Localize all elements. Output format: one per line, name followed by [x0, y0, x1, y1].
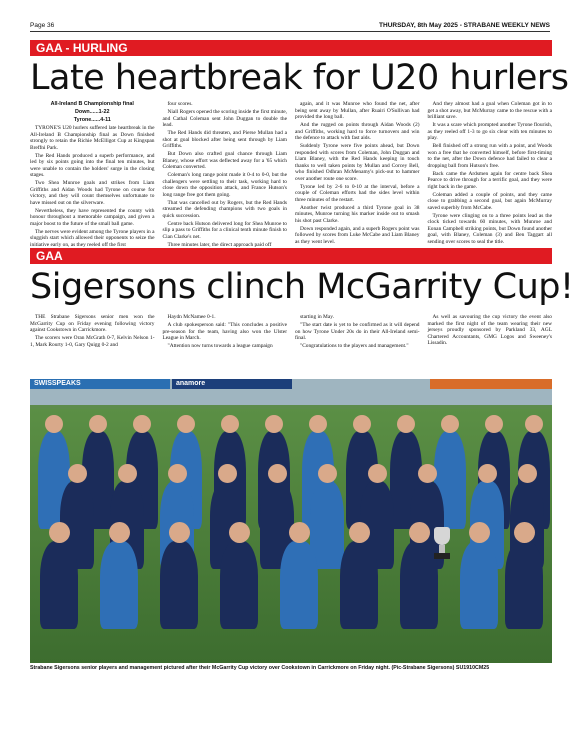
paragraph: And they almost had a goal when Coleman got in to get a shot away, but McMurray came to the rescue with a brilliant save.	[427, 101, 552, 120]
team-photo	[30, 379, 552, 663]
paragraph: TYRONE'S U20 hurlers suffered late heartbreak in the All-Ireland B Championship final as Down finished strongly to retain the Richie McElligot Cup at Kingspan Breffni Park.	[30, 125, 155, 151]
paragraph: Down responded again, and a superb Rogers point was followed by scores from Luke McCabe and Liam Blaney as they went level.	[295, 225, 420, 245]
player-head	[368, 464, 387, 483]
paragraph: That was cancelled out by Rogers, but the Red Hands streamed the defending champions with two goals in quick succession.	[162, 199, 287, 219]
player-head	[469, 522, 490, 543]
paragraph: The Red Hands produced a superb performance, and led by six points going into the final ten minutes, but were unable to contain the holders' surge in the closing stages.	[30, 152, 155, 178]
story1-column-1	[30, 101, 155, 248]
story1-column-4	[428, 101, 553, 243]
player-head	[68, 464, 87, 483]
player-figure	[40, 541, 78, 629]
player-head	[168, 464, 187, 483]
paragraph: again, and it was Munroe who found the net, after being sent away by Mullan, after Ruairi O'Sullivan had provided the long ball.	[295, 101, 420, 120]
player-head	[169, 522, 190, 543]
paragraph: "Congratulations to the players and management."	[300, 343, 409, 349]
player-head	[89, 415, 107, 433]
player-head	[485, 415, 503, 433]
paragraph: Another twist produced a third Tyrone goal in 38 minutes, Munroe turning his marker inside out to smash his shot past Clarke.	[295, 204, 420, 224]
story2-column-4	[428, 314, 553, 376]
page-header	[30, 22, 550, 32]
player-figure	[160, 541, 198, 629]
section-label-gaa: GAA	[30, 248, 552, 264]
story2-column-1	[30, 314, 155, 376]
story2-column-2	[163, 314, 288, 376]
player-head	[349, 522, 370, 543]
player-head	[397, 415, 415, 433]
story1-body	[30, 101, 552, 248]
player-head	[221, 415, 239, 433]
paragraph: Back came the Ardsmen again for centre back Shea Pearce to drive through for a terrific goal, and they were right back in the game.	[427, 170, 552, 190]
result-title: All-Ireland B Championship final	[50, 101, 134, 107]
paragraph: And the rugged on points through Aidan Woods (2) and Griffiths, working hard to force turnovers and win the defence to attack with fast aids.	[295, 122, 420, 141]
pitch-banner	[430, 379, 552, 389]
paragraph: Tyrone were clinging on to a three points lead as the clock ticked towards 60 minutes, with Munroe and Eonan Campbell striking points, but Down found another goal, with Blaney, Coleman (3) and Ben Taggart all sending over scores to seal the title.	[427, 212, 552, 245]
player-head	[478, 464, 497, 483]
player-head	[409, 522, 430, 543]
player-head	[229, 522, 250, 543]
paragraph: Centre back Hutson delivered long for Shea Munroe to slip a pass to Griffiths for a clinical tenth minute finish to Cian Clarke's net.	[162, 220, 287, 240]
trophy-icon	[432, 527, 452, 561]
story1-column-3	[295, 101, 420, 243]
player-head	[289, 522, 310, 543]
player-figure	[100, 541, 138, 629]
player-head	[133, 415, 151, 433]
player-head	[218, 464, 237, 483]
paragraph: A club spokesperson said: "This concludes a positive pre-season for the team, having also won the Ulster League in March.	[162, 322, 287, 341]
player-head	[45, 415, 63, 433]
player-figure	[220, 541, 258, 629]
paragraph: "The start date is yet to be confirmed as it will depend on how Tyrone Under 20s do in their All-Ireland semi-final.	[295, 322, 420, 341]
result-line-tyrone: Tyrone......4-11	[73, 117, 111, 123]
section-label-hurling: GAA - HURLING	[30, 40, 552, 56]
paragraph: starting in May.	[300, 314, 334, 320]
paragraph: Suddenly Tyrone were five points ahead, but Down responded with scores from Coleman, John Duggan and Liam Blaney, with the Red Hands keeping in touch thanks to well taken points by Mullan and Corcey Bell, who finished Odhran McMenamy's pick-out to hammer over another route one score.	[295, 143, 420, 182]
headline-u20-hurlers: Late heartbreak for U20 hurlers	[30, 58, 569, 98]
paragraph: Bell finished off a strong run with a point, and Woods won a free that he converted himself, before first-timing to the net, after the Down defence had failed to clear a dropping ball from Hutson's free.	[427, 143, 552, 169]
player-head	[318, 464, 337, 483]
paragraph: The scorers were Oran McGrath 0-7, Kelvin Nelson 1-1, Mark Rourty 1-0, Gary Quigg 0-2 and	[30, 335, 155, 348]
story2-column-3	[295, 314, 420, 376]
player-head	[418, 464, 437, 483]
paragraph: Tyrone led by 2-6 to 0-10 at the interval, before a couple of Coleman efforts had the sides level within three minutes of the restart.	[295, 183, 420, 203]
player-head	[118, 464, 137, 483]
player-figure	[340, 541, 378, 629]
paragraph: But Down also crafted goal chance through Liam Blaney, whose effort was deflected away for a '65 which Coleman converted.	[162, 151, 287, 170]
player-head	[177, 415, 195, 433]
issue-date: THURSDAY, 8th May 2025 - STRABANE WEEKLY NEWS	[379, 22, 550, 29]
player-figure	[505, 541, 543, 629]
photo-caption: Strabane Sigersons senior players and management pictured after their McGarrity Cup victory over Cookstown in Carrickmore on Friday night. (Pic-Strabane Sigersons) SU1910CM25	[30, 665, 490, 671]
player-figure	[280, 541, 318, 629]
player-head	[265, 415, 283, 433]
story1-column-2	[162, 101, 288, 248]
paragraph: THE Strabane Sigersons senior men won the McGarrity Cup on Friday evening following victory against Cookstown in Carrickmore.	[30, 314, 155, 333]
player-head	[49, 522, 70, 543]
paragraph: It was a scare which prompted another Tyrone flourish, as they reeled off 1-3 to go six clear with ten minutes to play.	[427, 122, 552, 141]
headline-mcgarrity-cup: Sigersons clinch McGarrity Cup!	[30, 267, 574, 307]
paragraph: four scores.	[167, 101, 193, 107]
paragraph: "Attention now turns towards a league campaign	[167, 343, 273, 349]
player-head	[353, 415, 371, 433]
pitch-banner: SWISSPEAKS	[30, 379, 170, 389]
player-head	[109, 522, 130, 543]
page-number: Page 36	[30, 22, 55, 29]
paragraph: Two Shea Munroe goals and strikes from Liam Griffiths and Aidan Woods had Tyrone on course for victory, and they will count themselves unfortunate to have missed out on the silverware.	[30, 180, 155, 206]
result-line-down: Down......1-22	[75, 109, 110, 115]
story2-body	[30, 314, 552, 376]
paragraph: Coleman's long range point made it 0-4 to 0-0, but the challengers were settling to their task, working hard to close down the opposition attack, and France Hutson's long range free got them going.	[162, 172, 287, 198]
player-head	[514, 522, 535, 543]
player-head	[525, 415, 543, 433]
paragraph: The nerves were evident among the Tyrone players in a sluggish start which allowed their opponents to seize the initiative early on, as they reeled off the first	[30, 228, 155, 248]
paragraph: The Red Hands did threaten, and Pierse Mullan had a shot at goal blocked after being sent through by Liam Griffiths.	[162, 130, 287, 149]
player-figure	[460, 541, 498, 629]
paragraph: Three minutes later, the direct approach paid off	[167, 241, 272, 248]
paragraph: Niall Rogers opened the scoring inside the first minute, and Cathal Coleman sent John Duggan to double the lead.	[162, 109, 287, 128]
player-head	[268, 464, 287, 483]
player-head	[309, 415, 327, 433]
paragraph: Coleman added a couple of points, and they came close to grabbing a second goal, but again McMurray saved superbly from McCabe.	[427, 191, 552, 211]
player-head	[441, 415, 459, 433]
pitch-banner: anamore	[172, 379, 292, 389]
paragraph: Haydn McNamee 0-1.	[167, 314, 216, 320]
player-head	[518, 464, 537, 483]
paragraph: Nevertheless, they have represented the county with honour throughout a memorable campaign, and given a major boost to the future of the small ball game.	[30, 207, 155, 227]
paragraph: As well as savouring the cup victory the event also marked the first night of the team wearing their new jerseys proudly sponsored by Parkland 33, AGL Chartered Accountants, GMG Logos and Sweeney's Lissadin.	[427, 314, 552, 346]
